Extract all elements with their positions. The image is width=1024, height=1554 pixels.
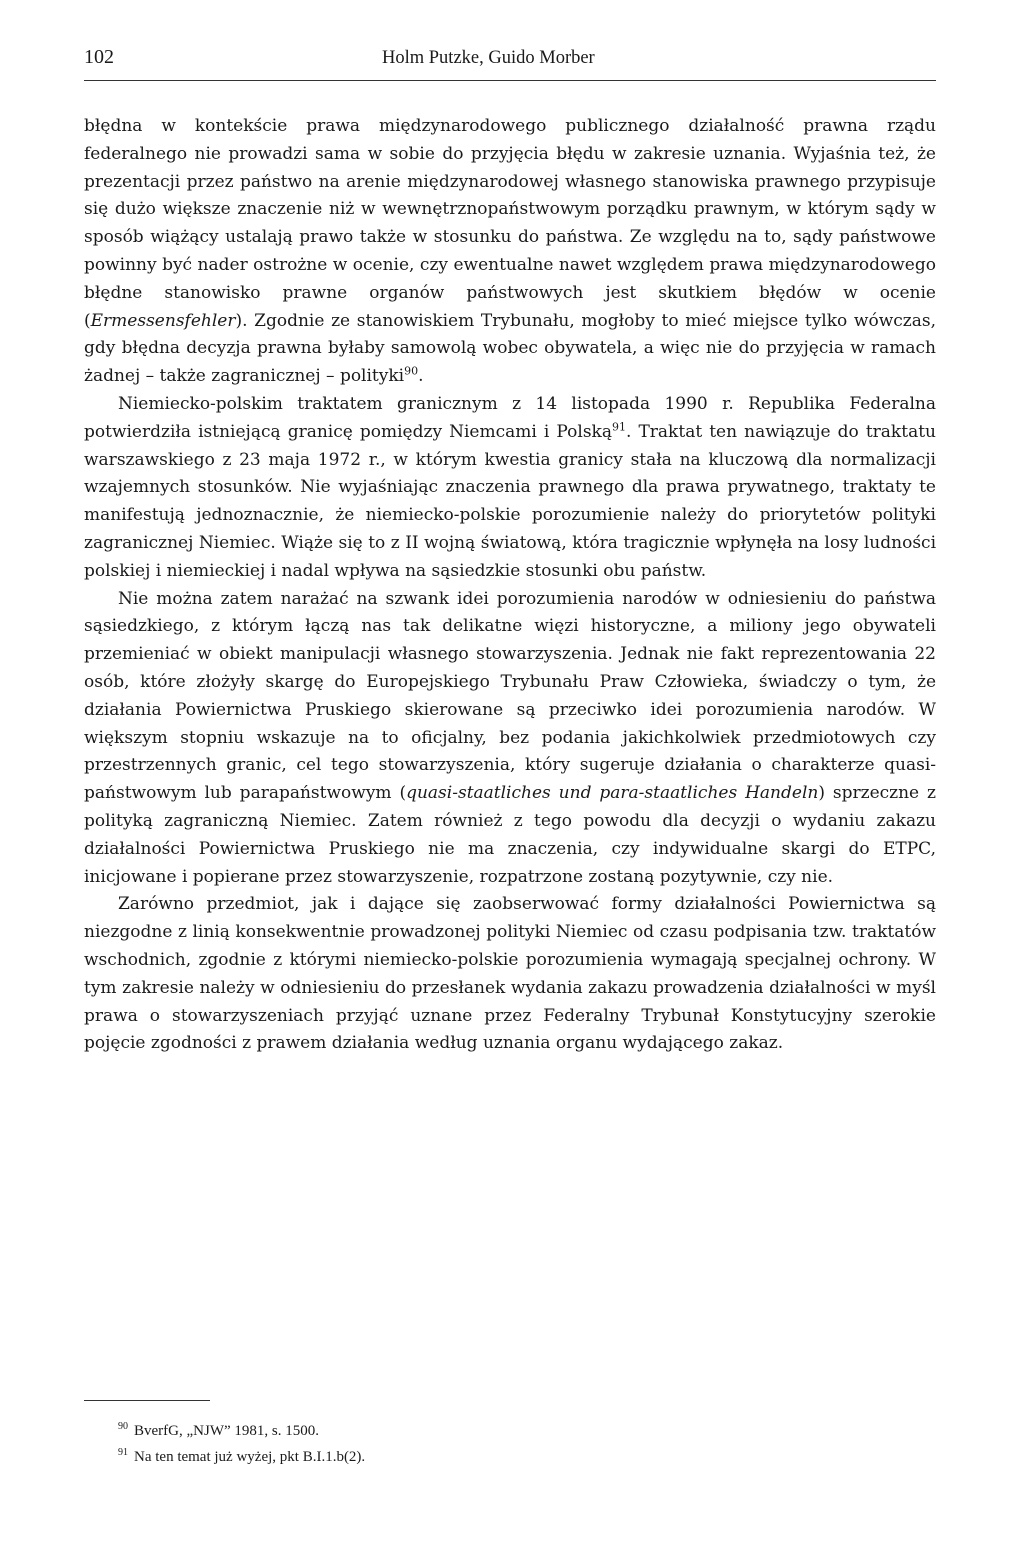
footnote-text: BverfG, „NJW” 1981, s. 1500. (134, 1423, 319, 1439)
italic-term: quasi-staatliches und para-staatliches Handeln (406, 783, 819, 804)
running-head-authors: Holm Putzke, Guido Morber (382, 48, 595, 68)
footnote-ref-90[interactable]: 90 (404, 364, 419, 378)
paragraph-4: Zarówno przedmiot, jak i dające się zaobserwować formy działalności Powiernictwa są niezgodne z linią konsekwentnie prowadzonej polityki Niemiec od czasu podpisania tzw. traktatów wschodnich, zgodnie z którymi niemiecko-polskie porozumienia wymagają specjalnej ochrony. W tym zakresie należy w odniesieniu do przesłanek wydania zakazu prowadzenia działalności w myśl prawa o stowarzyszeniach przyjąć uznane przez Federalny Trybunał Konstytucyjny szerokie pojęcie zgodności z prawem działania według uznania organu wydającego zakaz. (84, 894, 936, 1054)
footnotes (118, 1416, 365, 1468)
body-text (84, 113, 936, 1058)
footnote-ref-91[interactable]: 91 (611, 420, 626, 434)
paragraph-1: błędna w kontekście prawa międzynarodowego publicznego działalność prawna rządu federalnego nie prowadzi sama w sobie do przyjęcia błędu w zakresie uznania. Wyjaśnia też, że prezentacji przez państwo na arenie międzynarodowej własnego stanowiska prawnego przypisuje się dużo większe znaczenie niż w wewnętrznopaństwowym porządku prawnym, w którym sądy w sposób wiążący ustalają prawo także w stosunku do państwa. Ze względu na to, sądy państwowe powinny być nader ostrożne w ocenie, czy ewentualne nawet względem prawa międzynarodowego błędne stanowisko prawne organów państwowych jest skutkiem błędów w ocenie (Ermessensfehler). Zgodnie ze stanowiskiem Trybunału, mogłoby to mieć miejsce tylko wówczas, gdy błędna decyzja prawna byłaby samowolą wobec obywatela, a więc nie do przyjęcia w ramach żadnej – także zagranicznej – polityki$^{90}$. (84, 116, 936, 387)
footnote (118, 1442, 365, 1468)
footnote (118, 1416, 365, 1442)
paragraph-2: Niemiecko-polskim traktatem granicznym z 14 listopada 1990 r. Republika Federalna potwierdziła istniejącą granicę pomiędzy Niemcami i Polską$^{91}$. Traktat ten nawiązuje do traktatu warszawskiego z 23 maja 1972 r., w którym kwestia granicy stała na kluczową dla normalizacji wzajemnych stosunków. Nie wyjaśniając znaczenia prawnego dla prawa prywatnego, traktaty te manifestują jednoznacznie, że niemiecko-polskie porozumienie należy do priorytetów polityki zagranicznej Niemiec. Wiąże się to z II wojną światową, która tragicznie wpłynęła na losy ludności polskiej i niemieckiej i nadal wpływa na sąsiedzkie stosunki obu państw. (84, 393, 936, 581)
footnote-text: Na ten temat już wyżej, pkt B.I.1.b(2). (134, 1449, 366, 1465)
running-header (84, 46, 936, 76)
footnote-number: 90 (118, 1421, 128, 1432)
page-number: 102 (84, 46, 114, 68)
footnote-number: 91 (118, 1447, 128, 1458)
header-rule (84, 80, 936, 81)
paragraph-3: Nie można zatem narażać na szwank idei porozumienia narodów w odniesieniu do państwa sąsiedzkiego, z którym łączą nas tak delikatne więzi historyczne, a miliony jego obywateli przemieniać w obiekt manipulacji własnego stowarzyszenia. Jednak nie fakt reprezentowania 22 osób, które złożyły skargę do Europejskiego Trybunału Praw Człowieka, świadczy o tym, że działania Powiernictwa Pruskiego skierowane są przeciwko idei porozumienia narodów. W większym stopniu wskazuje na to oficjalny, bez podania jakichkolwiek przedmiotowych czy przestrzennych granic, cel tego stowarzyszenia, który sugeruje działania o charakterze quasi-państwowym lub parapaństwowym (quasi-staatliches und para-staatliches Handeln) sprzeczne z polityką zagraniczną Niemiec. Zatem również z tego powodu dla decyzji o wydaniu zakazu działalności Powiernictwa Pruskiego nie ma znaczenia, czy indywidualne skargi do ETPC, inicjowane i popierane przez stowarzyszenie, rozpatrzone zostaną pozytywnie, czy nie. (84, 588, 936, 887)
footnote-rule (84, 1400, 210, 1401)
italic-term: Ermessensfehler (90, 310, 236, 331)
